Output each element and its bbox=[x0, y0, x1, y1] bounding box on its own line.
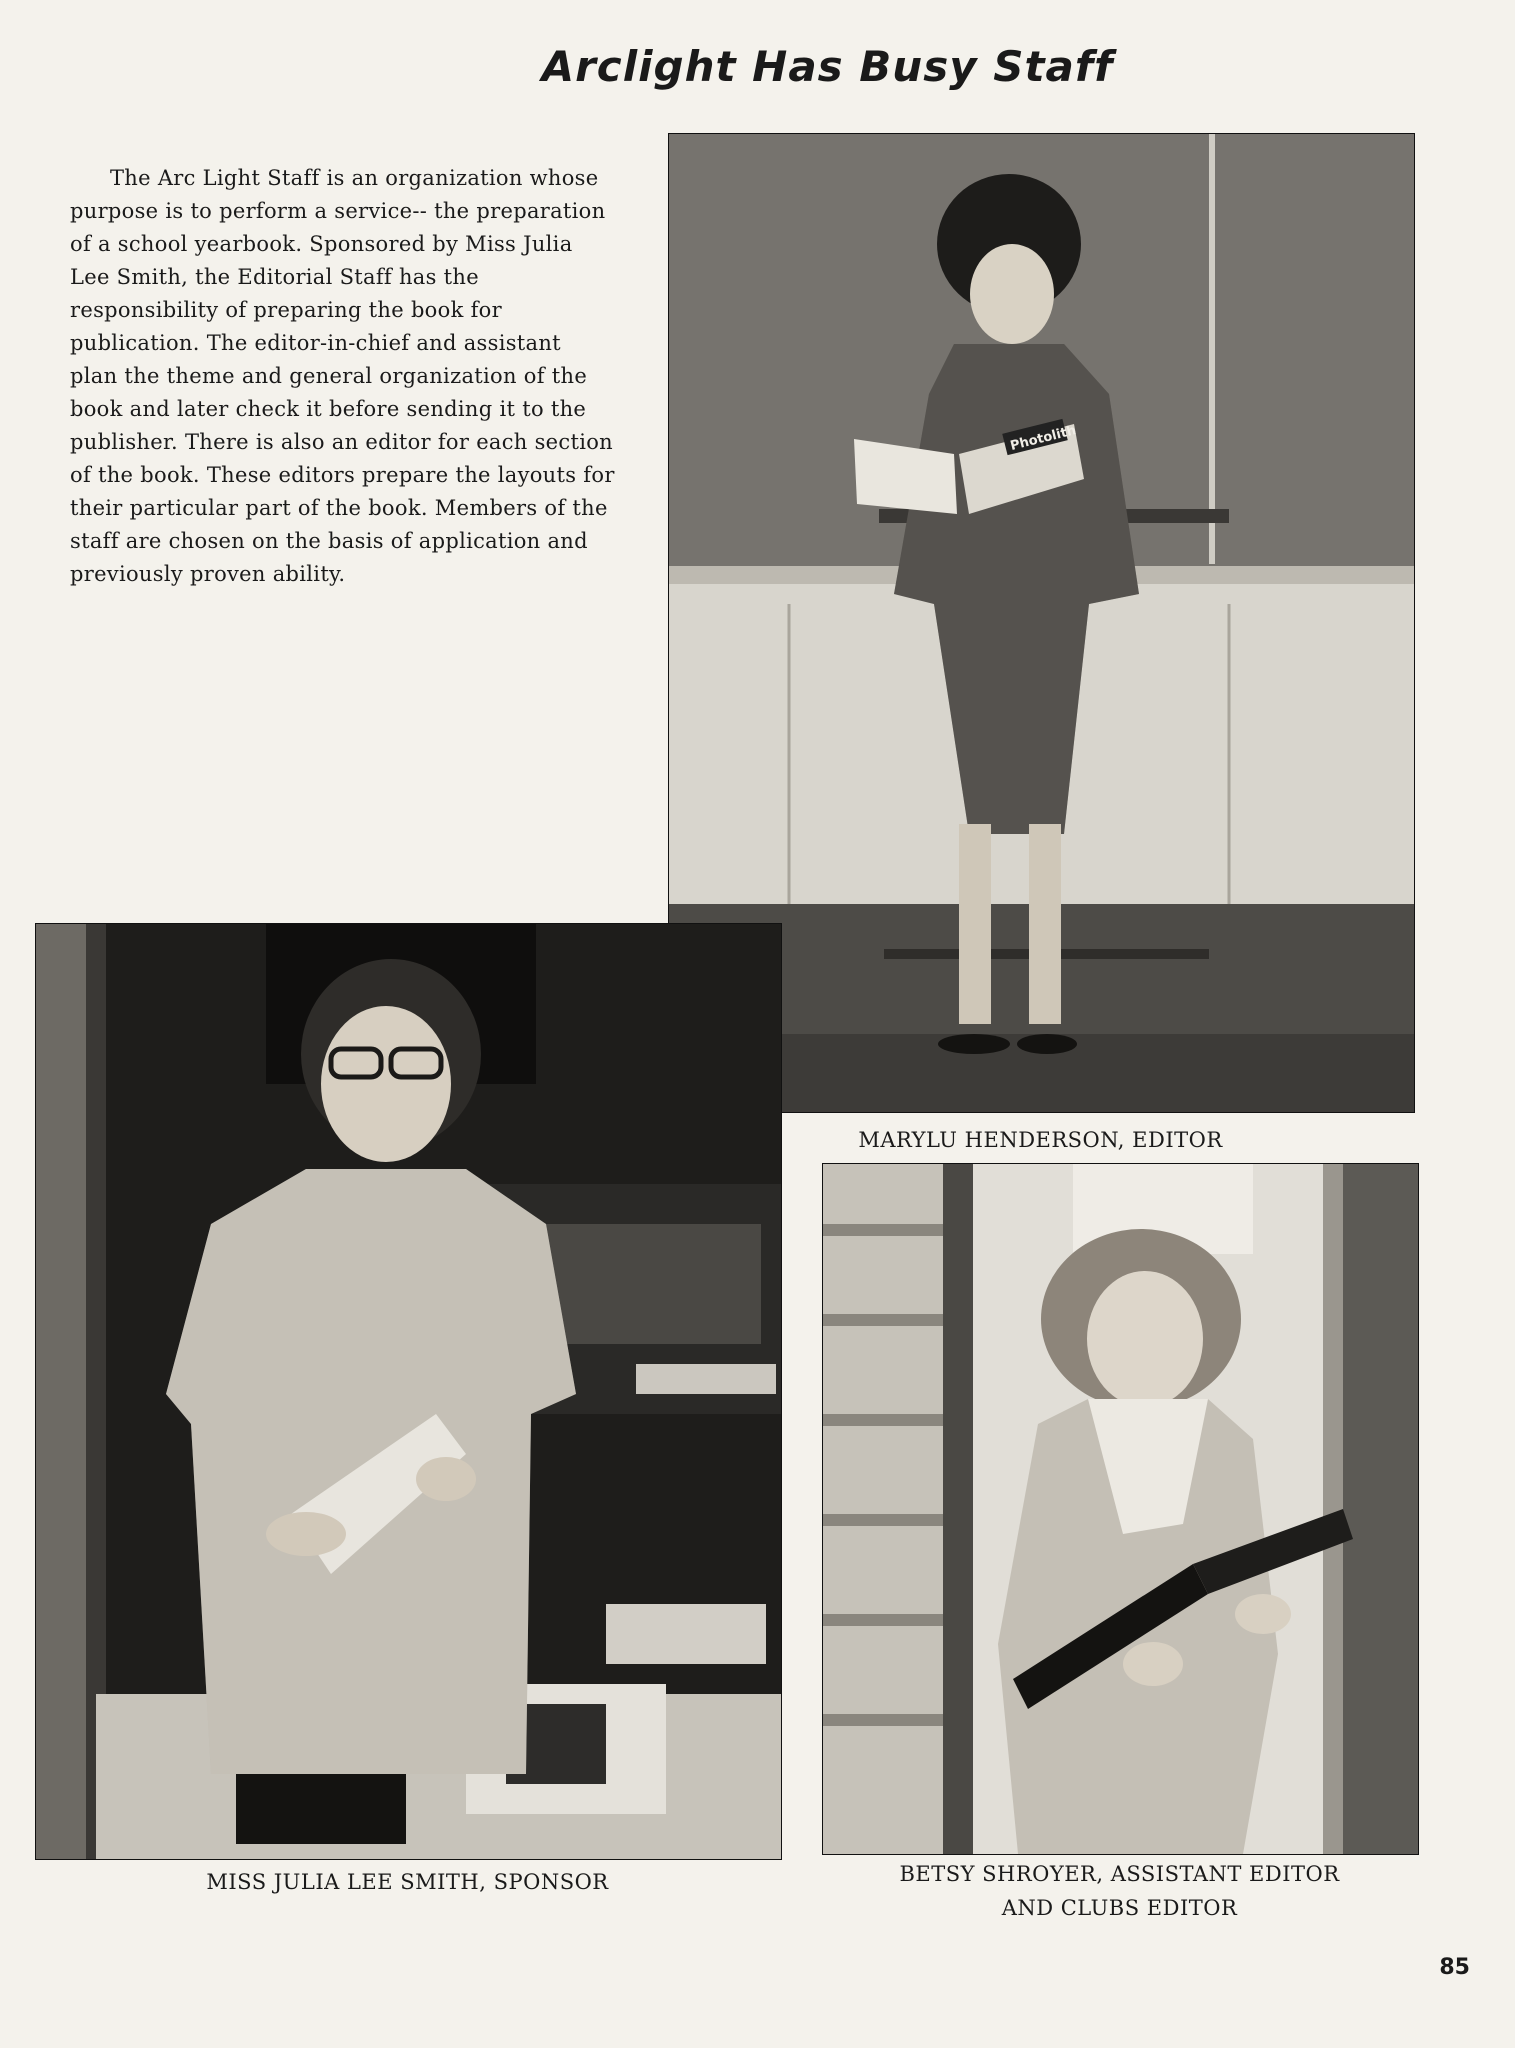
assistant-caption-line1: BETSY SHROYER, ASSISTANT EDITOR bbox=[899, 1862, 1340, 1886]
assistant-caption-line2: AND CLUBS EDITOR bbox=[1001, 1896, 1238, 1920]
sponsor-caption: MISS JULIA LEE SMITH, SPONSOR bbox=[206, 1870, 609, 1894]
magazine-title: Photolith bbox=[1008, 423, 1078, 454]
sponsor-photo bbox=[35, 923, 782, 1860]
editor-caption: MARYLU HENDERSON, EDITOR bbox=[858, 1128, 1223, 1152]
page-number: 85 bbox=[1439, 1955, 1470, 1980]
intro-paragraph: The Arc Light Staff is an organization whose purpose is to perform a service-- the preparation of a school yearbook. Sponsored by Miss Julia Lee Smith, the Editorial Staff has the responsibility of preparing the book for publication. The editor-in-chief and assistant plan the theme and general organization of the book and later check it before sending it to the publisher. There is also an editor for each section of the book. These editors prepare the layouts for their particular part of the book. Members of the staff are chosen on the basis of application and previously proven ability. bbox=[70, 166, 615, 586]
assistant-photo bbox=[822, 1163, 1419, 1855]
page-title: Arclight Has Busy Staff bbox=[541, 42, 1114, 91]
